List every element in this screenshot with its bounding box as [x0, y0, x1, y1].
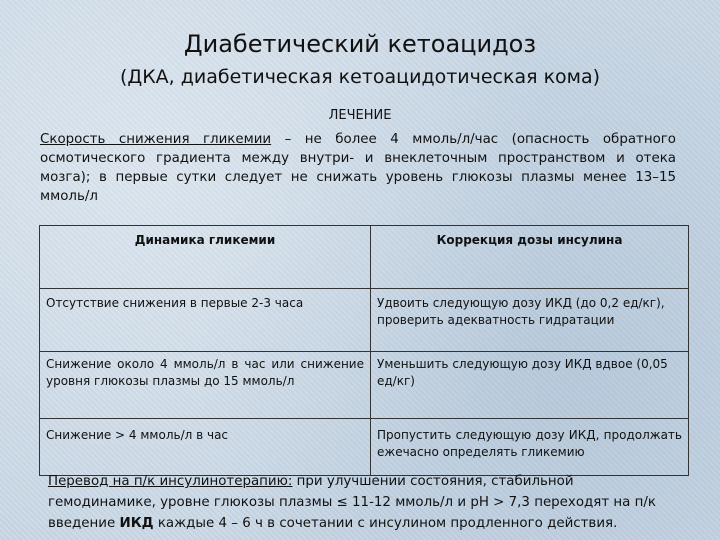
- table-row: [40, 419, 689, 476]
- outro-text-1: при улучшении состояния, стабильной гемодинамике, уровне глюкозы плазмы ≤ 11-12 ммоль/л и pH > 7,3 переходят на п/к введение: [48, 474, 656, 531]
- intro-text: – не более 4 ммоль/л/час (опасность обратного осмотического градиента между внутри- и внеклеточным пространством и отека мозга); в первые сутки следует не снижать уровень глюкозы плазмы менее 13–15 ммоль/л: [40, 132, 677, 204]
- outro-paragraph: [48, 471, 684, 534]
- outro-bold-term: ИКД: [119, 516, 154, 531]
- section-heading: ЛЕЧЕНИЕ: [328, 108, 392, 123]
- table-cell: Снижение около 4 ммоль/л в час или снижение уровня глюкозы плазмы до 15 ммоль/л: [40, 352, 371, 419]
- slide-title: Диабетический кетоацидоз: [183, 30, 537, 58]
- header-insulin-correction: Коррекция дозы инсулина: [371, 226, 689, 289]
- table-row: [40, 289, 689, 352]
- insulin-dose-table: [39, 225, 689, 476]
- slide-subtitle: (ДКА, диабетическая кетоацидотическая кома): [119, 66, 601, 88]
- outro-text-2: каждые 4 – 6 ч в сочетании с инсулином продленного действия.: [153, 516, 618, 531]
- table-row: [40, 352, 689, 419]
- table-cell: Отсутствие снижения в первые 2-3 часа: [40, 289, 371, 352]
- outro-underlined-phrase: Перевод на п/к инсулинотерапию:: [48, 474, 293, 489]
- table-cell: Удвоить следующую дозу ИКД (до 0,2 ед/кг), проверить адекватность гидратации: [371, 289, 689, 352]
- header-glycemia-dynamics: Динамика гликемии: [40, 226, 371, 289]
- intro-underlined-phrase: Скорость снижения гликемии: [40, 132, 272, 147]
- table-header-row: [40, 226, 689, 289]
- table-cell: Уменьшить следующую дозу ИКД вдвое (0,05 ед/кг): [371, 352, 689, 419]
- intro-paragraph: [40, 130, 676, 206]
- table-cell: Пропустить следующую дозу ИКД, продолжать ежечасно определять гликемию: [371, 419, 689, 476]
- table-cell: Снижение > 4 ммоль/л в час: [40, 419, 371, 476]
